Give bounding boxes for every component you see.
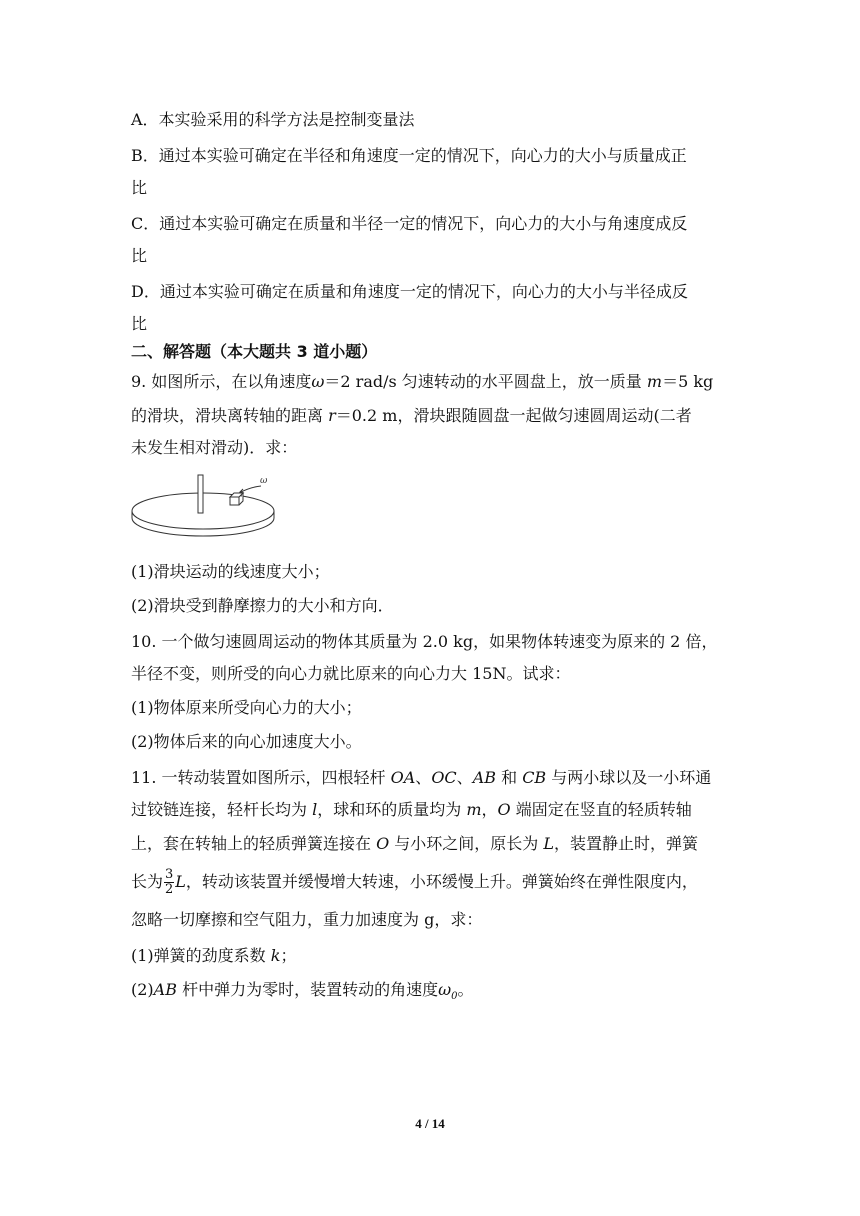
section-title: 二、解答题（本大题共 3 道小题） xyxy=(131,342,378,361)
page-number: 4 / 14 xyxy=(415,1116,445,1131)
q11-line3: 上，套在转轴上的轻质弹簧连接在 O 与小环之间，原长为 L，装置静止时，弹簧 xyxy=(131,834,699,853)
option-b-line2: 比 xyxy=(131,178,148,197)
omega-label: ω xyxy=(260,476,268,486)
slider-block xyxy=(230,493,243,505)
option-d-line1: D．通过本实验可确定在质量和角速度一定的情况下，向心力的大小与半径成反 xyxy=(131,282,688,301)
q10-part1: (1)物体原来所受向心力的大小； xyxy=(131,698,362,717)
rotating-disc-figure xyxy=(129,465,279,540)
option-c-line1: C．通过本实验可确定在质量和半径一定的情况下，向心力的大小与角速度成反 xyxy=(131,214,688,233)
q11-line5: 忽略一切摩擦和空气阻力，重力加速度为 g，求： xyxy=(131,910,483,929)
q11-line4: 长为 $\frac{3}{2}$ L，转动该装置并缓慢增大转速，小环缓慢上升。弹簧始终在弹性限度内， xyxy=(131,867,698,897)
q11-part2: (2)AB 杆中弹力为零时，装置转动的角速度$\omega_0$。 xyxy=(131,980,474,1003)
q11-line1: 11. 一转动装置如图所示，四根轻杆 OA、OC、AB 和 CB 与两小球以及一小环通 xyxy=(131,768,712,787)
q9-line2: 的滑块，滑块离转轴的距离 r＝0.2 m，滑块跟随圆盘一起做匀速圆周运动(二者 xyxy=(131,406,692,425)
q9-part2: (2)滑块受到静摩擦力的大小和方向． xyxy=(131,596,394,615)
q10-line1: 10. 一个做匀速圆周运动的物体其质量为 2.0 kg，如果物体转速变为原来的 2 倍， xyxy=(131,632,718,651)
q9-line1: 9. 如图所示，在以角速度ω＝2 rad/s 匀速转动的水平圆盘上，放一质量 m＝5 kg xyxy=(131,372,714,391)
option-b-line1: B．通过本实验可确定在半径和角速度一定的情况下，向心力的大小与质量成正 xyxy=(131,146,687,165)
axle xyxy=(198,475,203,513)
option-a: A．本实验采用的科学方法是控制变量法 xyxy=(131,110,415,129)
q9-line3: 未发生相对滑动)．求： xyxy=(131,438,298,457)
q11-line2: 过铰链连接，轻杆长均为 l，球和环的质量均为 m，O 端固定在竖直的轻质转轴 xyxy=(131,800,692,819)
rotation-arrow xyxy=(240,486,261,493)
fraction-three-halves: $\frac{3}{2}$ xyxy=(165,867,174,897)
option-c-line2: 比 xyxy=(131,246,148,265)
q10-part2: (2)物体后来的向心加速度大小。 xyxy=(131,732,362,751)
q9-part1: (1)滑块运动的线速度大小； xyxy=(131,562,330,581)
option-d-line2: 比 xyxy=(131,314,148,333)
q10-line2: 半径不变，则所受的向心力就比原来的向心力大 15N。试求： xyxy=(131,664,571,683)
q11-part1: (1)弹簧的劲度系数 k； xyxy=(131,946,297,965)
